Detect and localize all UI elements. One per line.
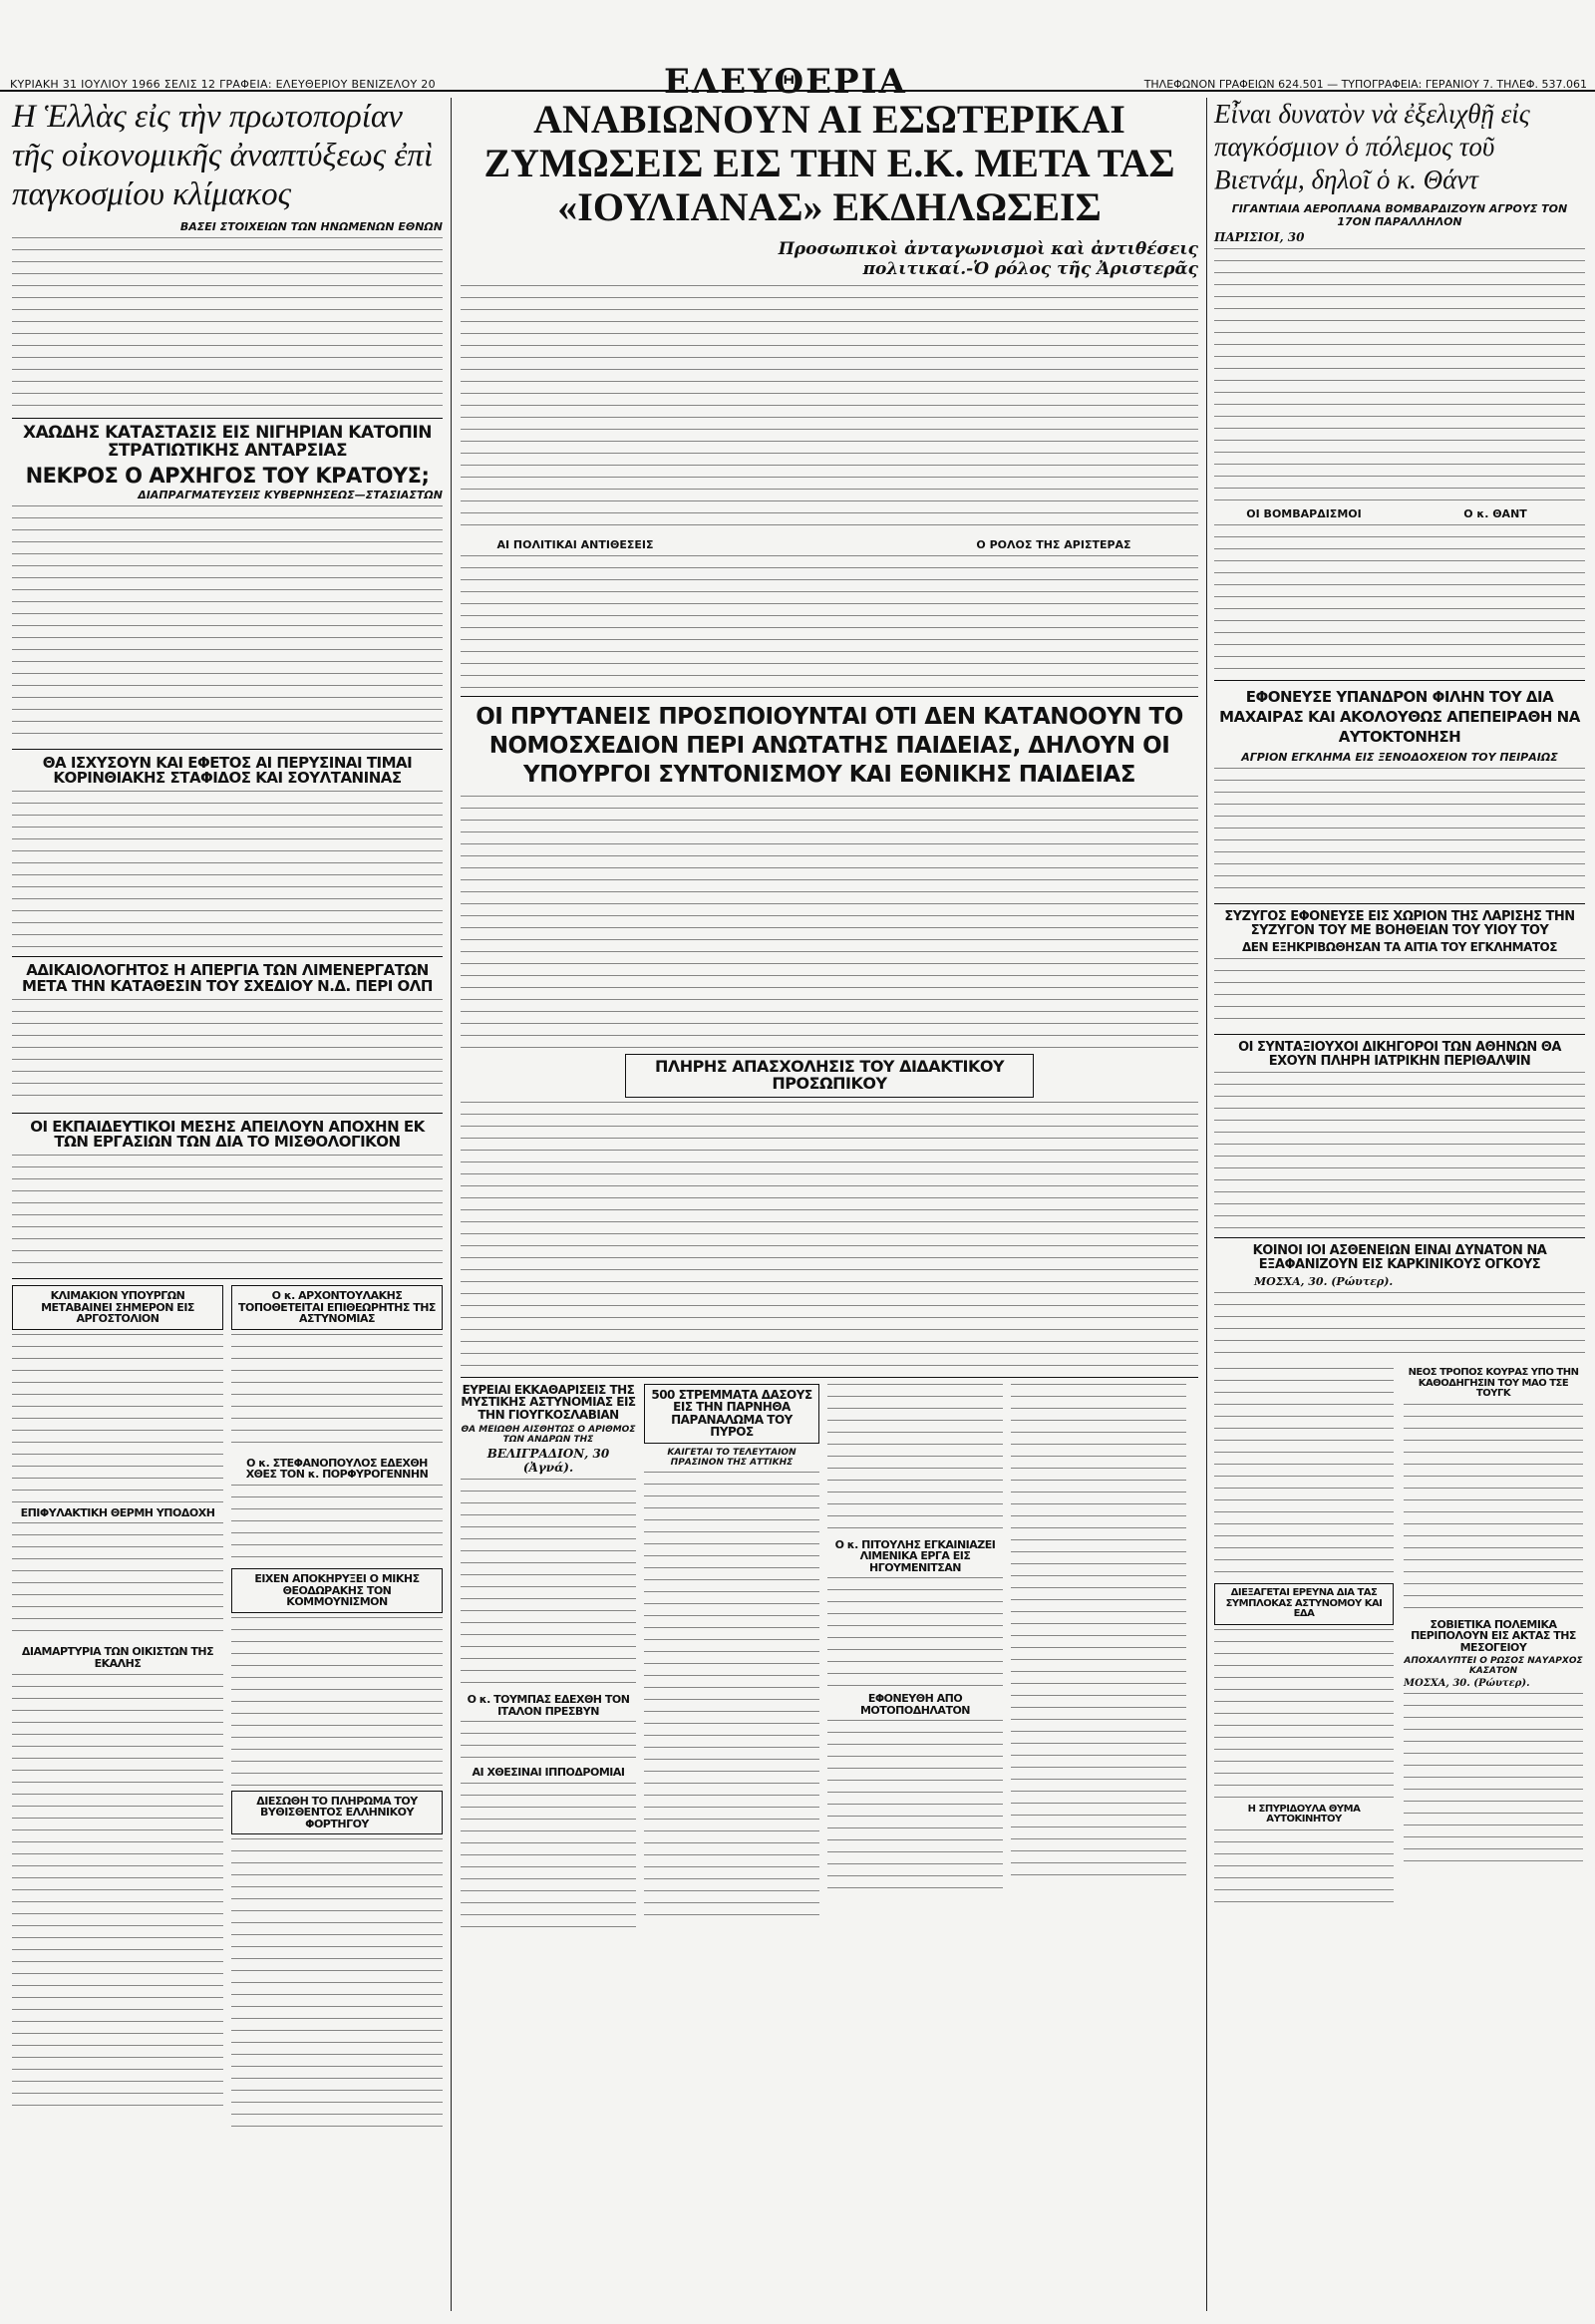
- main-subhead: Προσωπικοὶ ἀνταγωνισμοὶ καὶ ἀντιθέσεις πολιτικαί.-Ὁ ρόλος τῆς Ἀριστερᾶς: [778, 239, 1198, 279]
- section-opposition: ΑΙ ΠΟΛΙΤΙΚΑΙ ΑΝΤΙΘΕΣΕΙΣ: [496, 538, 654, 551]
- moped-headline: ΕΦΟΝΕΥΘΗ ΑΠΟ ΜΟΤΟΠΟΔΗΛΑΤΟΝ: [859, 1692, 970, 1717]
- article-body: [644, 1472, 819, 1925]
- article-body: [1214, 1629, 1394, 1799]
- article-body: [12, 505, 443, 743]
- lawyers-headline: ΟΙ ΣΥΝΤΑΞΙΟΥΧΟΙ ΔΙΚΗΓΟΡΟΙ ΤΩΝ ΑΘΗΝΩΝ ΘΑ ΕΧΟΥΝ ΠΛΗΡΗ ΙΑΤΡΙΚΗΝ ΠΕΡΙΘΑΛΨΙΝ: [1238, 1039, 1561, 1069]
- article-body: [12, 1155, 443, 1272]
- raisin-headline: ΘΑ ΙΣΧΥΣΟΥΝ ΚΑΙ ΕΦΕΤΟΣ ΑΙ ΠΕΡΥΣΙΝΑΙ ΤΙΜΑΙ ΚΟΡΙΝΘΙΑΚΗΣ ΣΤΑΦΙΔΟΣ ΚΑΙ ΣΟΥΛΤΑΝΙΝΑΣ: [42, 753, 413, 788]
- article-body: [231, 1617, 443, 1787]
- article-body: [12, 1522, 223, 1642]
- lead-subhead-left: ΒΑΣΕΙ ΣΤΟΙΧΕΙΩΝ ΤΩΝ ΗΝΩΜΕΝΩΝ ΕΘΝΩΝ: [179, 220, 443, 233]
- horse-headline: ΑΙ ΧΘΕΣΙΝΑΙ ΙΠΠΟΔΡΟΜΙΑΙ: [472, 1766, 625, 1780]
- right-subcolumn-b: [1404, 1368, 1583, 1909]
- article-body: [827, 1577, 1003, 1687]
- article-body: [461, 555, 1198, 690]
- right-column: [1214, 98, 1585, 1909]
- article-body: [827, 1720, 1003, 1889]
- article-body: [1214, 1829, 1394, 1909]
- pitoulis-headline: Ο κ. ΠΙΤΟΥΛΗΣ ΕΓΚΑΙΝΙΑΖΕΙ ΛΙΜΕΝΙΚΑ ΕΡΓΑ ΕΙΣ ΗΓΟΥΜΕΝΙΤΣΑΝ: [834, 1537, 996, 1574]
- article-body: [1404, 1404, 1583, 1613]
- center-subcolumn-a: [461, 1384, 636, 1932]
- left-column: [12, 98, 443, 2138]
- parnitha-subhead: ΚΑΙΓΕΤΑΙ ΤΟ ΤΕΛΕΥΤΑΙΟΝ ΠΡΑΣΙΝΟΝ ΤΗΣ ΑΤΤΙΚΗΣ: [667, 1447, 797, 1468]
- navy-headline: ΣΟΒΙΕΤΙΚΑ ΠΟΛΕΜΙΚΑ ΠΕΡΙΠΟΛΟΥΝ ΕΙΣ ΑΚΤΑΣ ΤΗΣ ΜΕΣΟΓΕΙΟΥ: [1411, 1617, 1576, 1655]
- bomb-section: ΟΙ ΒΟΜΒΑΡΔΙΣΜΟΙ: [1246, 507, 1362, 520]
- lead-headline-left: Η Ἑλλὰς εἰς τὴν πρωτοπορίαν τῆς οἰκονομικῆς ἀναπτύξεως ἐπὶ παγκοσμίου κλίμακος: [12, 99, 434, 212]
- toumbas-headline: Ο κ. ΤΟΥΜΠΑΣ ΕΔΕΧΘΗ ΤΟΝ ΙΤΑΛΟΝ ΠΡΕΣΒΥΝ: [467, 1693, 630, 1718]
- left-subcolumn-a: [12, 1285, 223, 2138]
- article-body: [231, 1838, 443, 2138]
- nigeria-kicker: ΔΙΑΠΡΑΓΜΑΤΕΥΣΕΙΣ ΚΥΒΕΡΝΗΣΕΩΣ—ΣΤΑΣΙΑΣΤΩΝ: [138, 488, 443, 501]
- article-body: [461, 1783, 636, 1932]
- nigeria-headline: ΧΑΩΔΗΣ ΚΑΤΑΣΤΑΣΙΣ ΕΙΣ ΝΙΓΗΡΙΑΝ ΚΑΤΟΠΙΝ ΣΤΡΑΤΙΩΤΙΚΗΣ ΑΝΤΑΡΣΙΑΣ: [23, 423, 432, 461]
- phone-line: ΤΗΛΕΦΩΝΟΝ ΓΡΑΦΕΙΩΝ 624.501 — ΤΥΠΟΓΡΑΦΕΙΑ: ΓΕΡΑΝΙΟΥ 7. ΤΗΛΕΦ. 537.061: [1143, 78, 1587, 91]
- spyridoula-headline: Η ΣΠΥΡΙΔΟΥΛΑ ΘΥΜΑ ΑΥΤΟΚΙΝΗΤΟΥ: [1247, 1803, 1361, 1826]
- article-body: [1404, 1693, 1583, 1872]
- nigeria-subhead: ΝΕΚΡΟΣ Ο ΑΡΧΗΓΟΣ ΤΟΥ ΚΡΑΤΟΥΣ;: [25, 463, 430, 488]
- staff-headline: ΠΛΗΡΗΣ ΑΠΑΣΧΟΛΗΣΙΣ ΤΟΥ ΔΙΔΑΚΤΙΚΟΥ ΠΡΟΣΩΠΙΚΟΥ: [625, 1054, 1034, 1098]
- cancer-dateline: ΜΟΣΧΑ, 30. (Ρώυτερ).: [1254, 1275, 1394, 1289]
- article-body: [1214, 248, 1585, 507]
- column-rule: [1206, 98, 1207, 2311]
- article-body: [461, 1479, 636, 1688]
- masthead: [0, 60, 1595, 102]
- article-body: [231, 1485, 443, 1564]
- strike-headline: ΑΔΙΚΑΙΟΛΟΓΗΤΟΣ Η ΑΠΕΡΓΙΑ ΤΩΝ ΛΙΜΕΝΕΡΓΑΤΩΝ ΜΕΤΑ ΤΗΝ ΚΑΤΑΘΕΣΙΝ ΤΟΥ ΣΧΕΔΙΟΥ Ν.Δ. ΠΕΡΙ ΟΛΠ: [22, 961, 433, 995]
- lead-subhead-right: ΓΙΓΑΝΤΙΑΙΑ ΑΕΡΟΠΛΑΝΑ ΒΟΜΒΑΡΔΙΖΟΥΝ ΑΓΡΟΥΣ ΤΟΝ 17ΟΝ ΠΑΡΑΛΛΗΛΟΝ: [1231, 202, 1568, 228]
- murder-subhead: ΑΓΡΙΟΝ ΕΓΚΛΗΜΑ ΕΙΣ ΞΕΝΟΔΟΧΕΙΟΝ ΤΟΥ ΠΕΙΡΑΙΩΣ: [1241, 751, 1558, 764]
- article-body: [827, 1384, 1003, 1533]
- center-subcolumn-c: [827, 1384, 1003, 1932]
- center-subcolumn-b: [644, 1384, 819, 1932]
- article-body: [1214, 524, 1585, 674]
- article-body: [12, 791, 443, 950]
- date-line: ΚΥΡΙΑΚΗ 31 ΙΟΥΛΙΟΥ 1966 ΣΕΛΙΣ 12 ΓΡΑΦΕΙΑ: ΕΛΕΥΘΕΡΙΟΥ ΒΕΝΙΖΕΛΟΥ 20: [10, 78, 436, 91]
- yugoslavia-headline: ΕΥΡΕΙΑΙ ΕΚΚΑΘΑΡΙΣΕΙΣ ΤΗΣ ΜΥΣΤΙΚΗΣ ΑΣΤΥΝΟΜΙΑΣ ΕΙΣ ΤΗΝ ΓΙΟΥΓΚΟΣΛΑΒΙΑΝ: [461, 1382, 636, 1422]
- section-left: Ο ΡΟΛΟΣ ΤΗΣ ΑΡΙΣΤΕΡΑΣ: [976, 538, 1131, 551]
- archontoulakis-headline: Ο κ. ΑΡΧΟΝΤΟΥΛΑΚΗΣ ΤΟΠΟΘΕΤΕΙΤΑΙ ΕΠΙΘΕΩΡΗΤΗΣ ΤΗΣ ΑΣΤΥΝΟΜΙΑΣ: [231, 1285, 443, 1330]
- article-body: [1214, 1368, 1394, 1577]
- navy-subhead: ΑΠΟΧΑΛΥΠΤΕΙ Ο ΡΩΣΟΣ ΝΑΥΑΡΧΟΣ ΚΑΣΑΤΟΝ: [1404, 1655, 1583, 1676]
- navy-dateline: ΜΟΣΧΑ, 30. (Ρώυτερ).: [1404, 1677, 1530, 1689]
- ship-headline: ΔΙΕΣΩΘΗ ΤΟ ΠΛΗΡΩΜΑ ΤΟΥ ΒΥΘΙΣΘΕΝΤΟΣ ΕΛΛΗΝΙΚΟΥ ΦΟΡΤΗΓΟΥ: [231, 1791, 443, 1835]
- article-body: [12, 1674, 223, 2113]
- larisa-subhead: ΔΕΝ ΕΞΗΚΡΙΒΩΘΗΣΑΝ ΤΑ ΑΙΤΙΑ ΤΟΥ ΕΓΚΛΗΜΑΤΟΣ: [1242, 940, 1557, 955]
- ministers-headline: ΚΛΙΜΑΚΙΟΝ ΥΠΟΥΡΓΩΝ ΜΕΤΑΒΑΙΝΕΙ ΣΗΜΕΡΟΝ ΕΙΣ ΑΡΓΟΣΤΟΛΙΟΝ: [12, 1285, 223, 1330]
- left-subcolumn-b: [231, 1285, 443, 2138]
- article-body: [461, 796, 1198, 1050]
- article-body: [12, 1334, 223, 1503]
- article-body: [1214, 1292, 1585, 1362]
- article-body: [1214, 958, 1585, 1028]
- paris-dateline: ΠΑΡΙΣΙΟΙ, 30: [1214, 230, 1305, 244]
- article-body: [1214, 768, 1585, 897]
- center-subcolumn-d: [1011, 1384, 1186, 1932]
- article-body: [461, 1721, 636, 1761]
- article-body: [12, 237, 443, 412]
- stephanopoulos-headline: Ο κ. ΣΤΕΦΑΝΟΠΟΥΛΟΣ ΕΔΕΧΘΗ ΧΘΕΣ ΤΟΝ κ. ΠΟΡΦΥΡΟΓΕΝΝΗΝ: [245, 1456, 429, 1482]
- rectors-headline: ΟΙ ΠΡΥΤΑΝΕΙΣ ΠΡΟΣΠΟΙΟΥΝΤΑΙ ΟΤΙ ΔΕΝ ΚΑΤΑΝΟΟΥΝ ΤΟ ΝΟΜΟΣΧΕΔΙΟΝ ΠΕΡΙ ΑΝΩΤΑΤΗΣ ΠΑΙΔΕΙΑΣ, ΔΗΛΟΥΝ ΟΙ ΥΠΟΥΡΓΟΙ ΣΥΝΤΟΝΙΣΜΟΥ ΚΑΙ ΕΘΝΙΚΗΣ ΠΑΙΔΕΙΑΣ: [476, 704, 1183, 788]
- thermi-headline: ΕΠΙΦΥΛΑΚΤΙΚΗ ΘΕΡΜΗ ΥΠΟΔΟΧΗ: [20, 1505, 215, 1519]
- yugoslavia-subhead: ΘΑ ΜΕΙΩΘΗ ΑΙΣΘΗΤΩΣ Ο ΑΡΙΘΜΟΣ ΤΩΝ ΑΝΔΡΩΝ ΤΗΣ: [461, 1425, 636, 1446]
- article-body: [461, 285, 1198, 534]
- haircut-headline: ΝΕΟΣ ΤΡΟΠΟΣ ΚΟΥΡΑΣ ΥΠΟ ΤΗΝ ΚΑΘΟΔΗΓΗΣΙΝ ΤΟΥ ΜΑΟ ΤΣΕ ΤΟΥΓΚ: [1408, 1367, 1579, 1400]
- article-body: [1011, 1384, 1186, 1882]
- thant-section: Ο κ. ΘΑΝΤ: [1463, 507, 1527, 520]
- larisa-headline: ΣΥΖΥΓΟΣ ΕΦΟΝΕΥΣΕ ΕΙΣ ΧΩΡΙΟΝ ΤΗΣ ΛΑΡΙΣΗΣ ΤΗΝ ΣΥΖΥΓΟΝ ΤΟΥ ΜΕ ΒΟΗΘΕΙΑΝ ΤΟΥ ΥΙΟΥ ΤΟΥ: [1224, 909, 1575, 938]
- yugoslavia-dateline: ΒΕΛΙΓΡΑΔΙΟΝ, 30 (Ἀγνά).: [486, 1447, 610, 1476]
- teachers-headline: ΟΙ ΕΚΠΑΙΔΕΥΤΙΚΟΙ ΜΕΣΗΣ ΑΠΕΙΛΟΥΝ ΑΠΟΧΗΝ ΕΚ ΤΩΝ ΕΡΓΑΣΙΩΝ ΤΩΝ ΔΙΑ ΤΟ ΜΙΣΘΟΛΟΓΙΚΟΝ: [30, 1117, 425, 1152]
- article-body: [1214, 1072, 1585, 1231]
- cancer-headline: ΚΟΙΝΟΙ ΙΟΙ ΑΣΘΕΝΕΙΩΝ ΕΙΝΑΙ ΔΥΝΑΤΟΝ ΝΑ ΕΞΑΦΑΝΙΖΟΥΝ ΕΙΣ ΚΑΡΚΙΝΙΚΟΥΣ ΟΓΚΟΥΣ: [1252, 1243, 1547, 1272]
- article-body: [231, 1334, 443, 1454]
- main-headline: ΑΝΑΒΙΩΝΟΥΝ ΑΙ ΕΣΩΤΕΡΙΚΑΙ ΖΥΜΩΣΕΙΣ ΕΙΣ ΤΗΝ Ε.Κ. ΜΕΤΑ ΤΑΣ «ΙΟΥΛΙΑΝΑΣ» ΕΚΔΗΛΩΣΕΙΣ: [483, 97, 1175, 229]
- article-body: [461, 1102, 1198, 1371]
- newspaper-title: ΕΛΕΥΘΕΡΙΑ: [664, 62, 907, 102]
- protest-headline: ΔΙΑΜΑΡΤΥΡΙΑ ΤΩΝ ΟΙΚΙΣΤΩΝ ΤΗΣ ΕΚΑΛΗΣ: [21, 1645, 214, 1670]
- inquiry-headline: ΔΙΕΞΑΓΕΤΑΙ ΕΡΕΥΝΑ ΔΙΑ ΤΑΣ ΣΥΜΠΛΟΚΑΣ ΑΣΤΥΝΟΜΟΥ ΚΑΙ ΕΔΑ: [1214, 1583, 1394, 1625]
- parnitha-headline: 500 ΣΤΡΕΜΜΑΤΑ ΔΑΣΟΥΣ ΕΙΣ ΤΗΝ ΠΑΡΝΗΘΑ ΠΑΡΑΝΑΛΩΜΑ ΤΟΥ ΠΥΡΟΣ: [644, 1384, 819, 1444]
- article-body: [12, 999, 443, 1107]
- mikis-headline: ΕΙΧΕΝ ΑΠΟΚΗΡΥΞΕΙ Ο ΜΙΚΗΣ ΘΕΟΔΩΡΑΚΗΣ ΤΟΝ ΚΟΜΜΟΥΝΙΣΜΟΝ: [231, 1568, 443, 1613]
- center-column: [461, 98, 1198, 1932]
- murder-headline: ΕΦΟΝΕΥΣΕ ΥΠΑΝΔΡΟΝ ΦΙΛΗΝ ΤΟΥ ΔΙΑ ΜΑΧΑΙΡΑΣ ΚΑΙ ΑΚΟΛΟΥΘΩΣ ΑΠΕΠΕΙΡΑΘΗ ΝΑ ΑΥΤΟΚΤΟΝΗΣΗ: [1219, 688, 1580, 746]
- right-subcolumn-a: [1214, 1368, 1394, 1909]
- lead-headline-right: Εἶναι δυνατὸν νὰ ἐξελιχθῇ εἰς παγκόσμιον ὁ πόλεμος τοῦ Βιετνάμ, δηλοῖ ὁ κ. Θάντ: [1214, 99, 1530, 194]
- column-rule: [451, 98, 452, 2311]
